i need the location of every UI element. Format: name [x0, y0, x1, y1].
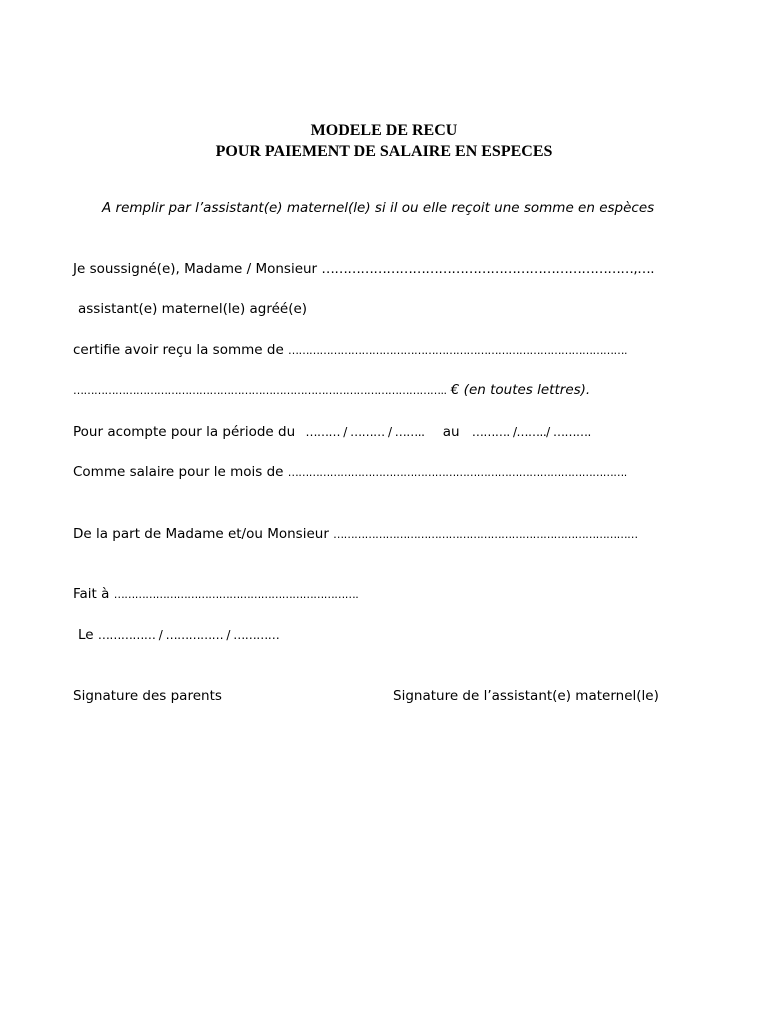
part-line	[73, 525, 638, 544]
date-blank: …………… / …………… / …………	[97, 628, 280, 642]
signature-assistant-label: Signature de l’assistant(e) maternel(le)	[393, 688, 659, 704]
acompte-au: au	[442, 424, 460, 440]
signature-parents-label: Signature des parents	[73, 688, 222, 704]
title-line-2: POUR PAIEMENT DE SALAIRE EN ESPECES	[215, 143, 553, 160]
fait-blank: …………………………………………………………….	[113, 588, 359, 601]
acompte-date-from: ……… / ……… / ……..	[305, 425, 425, 439]
certifie-blank: …………………………………………………………………………………….	[288, 344, 628, 357]
salaire-blank: …………………………………………………………………………………….	[287, 466, 627, 479]
certifie-label: certifie avoir reçu la somme de	[73, 342, 284, 358]
soussigne-line	[73, 260, 654, 278]
soussigne-blank: ………………………………………………………………,….	[321, 261, 654, 277]
date-label: Le	[78, 627, 94, 643]
title-line-1: MODELE DE RECU	[310, 122, 458, 139]
salaire-line	[73, 463, 627, 482]
part-label: De la part de Madame et/ou Monsieur	[73, 526, 329, 542]
soussigne-label: Je soussigné(e), Madame / Monsieur	[73, 261, 318, 277]
date-line	[78, 626, 279, 644]
certifie-line	[73, 341, 627, 360]
salaire-label: Comme salaire pour le mois de	[73, 464, 284, 480]
instruction-text: A remplir par l’assistant(e) maternel(le) si il ou elle reçoit une somme en espèces	[102, 200, 655, 216]
acompte-label: Pour acompte pour la période du	[73, 424, 296, 440]
acompte-date-to: ………. /……../ ……….	[471, 425, 591, 439]
somme-lettres-suffix: € (en toutes lettres).	[450, 382, 591, 398]
somme-lettres-line	[73, 381, 590, 400]
fait-line	[73, 585, 358, 604]
fait-label: Fait à	[73, 586, 110, 602]
acompte-line	[73, 423, 591, 441]
part-blank: ……………………………………………………………………………	[333, 528, 638, 541]
agree-line: assistant(e) maternel(le) agréé(e)	[78, 301, 308, 317]
somme-lettres-blank: ……………………………………………………………………………………………..	[73, 384, 447, 397]
